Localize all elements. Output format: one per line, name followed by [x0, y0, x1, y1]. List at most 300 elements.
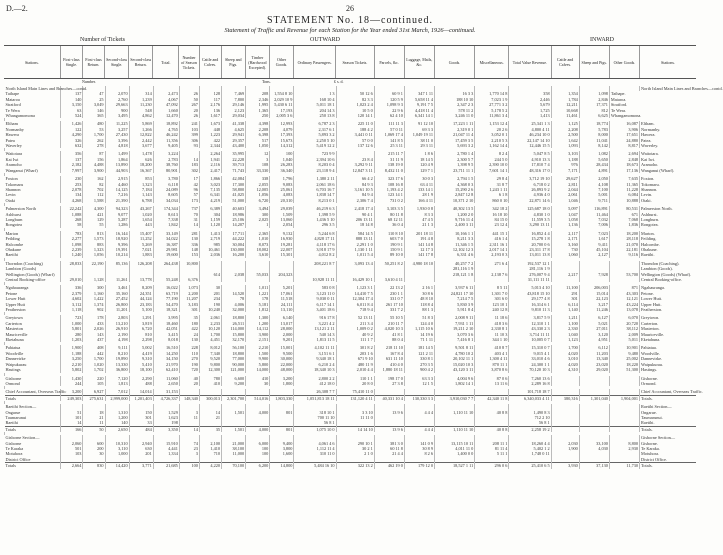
- table-cell: 1,023 2 4: [336, 102, 374, 107]
- table-cell: 30 0 3: [404, 176, 434, 181]
- table-cell: 2,847 12 8: [435, 192, 475, 197]
- table-cell: 9,116: [609, 252, 639, 257]
- station-name-cell: Lambton (Goods): [5, 266, 37, 272]
- table-cell: 6,376: [179, 277, 199, 282]
- table-cell: 80,901: [153, 168, 179, 173]
- table-cell: 16,852 4 4: [509, 231, 551, 236]
- table-cell: 39,713: [222, 162, 246, 167]
- table-cell: 7,006: [579, 222, 609, 227]
- table-cell: 4,300: [83, 206, 105, 211]
- table-cell: 3,217: [579, 302, 609, 307]
- table-cell: 26,308 7 7: [294, 389, 336, 395]
- table-cell: 2,289 16 8: [509, 381, 551, 386]
- table-cell: 12,446 15 5: [509, 143, 551, 148]
- table-cell: 13,110: [270, 307, 294, 312]
- table-cell: 1,802 14 1: [435, 381, 475, 386]
- table-cell: 1,700: [83, 356, 105, 361]
- table-cell: 21 1 3: [404, 222, 434, 227]
- table-cell: 12,300: [199, 367, 221, 372]
- table-cell: 1,211: [551, 315, 579, 320]
- table-cell: 19,391: [105, 247, 129, 252]
- table-cell: 234: [199, 296, 221, 301]
- table-cell: 15,020 10 3: [435, 362, 475, 367]
- table-cell: 1,365: [246, 108, 270, 113]
- table-cell: 174,344: [153, 206, 179, 211]
- table-cell: 1,770 14 8: [475, 91, 509, 96]
- table-cell: 9,201: [270, 337, 294, 342]
- table-cell: 29,039: [270, 206, 294, 211]
- table-cell: 12,847 3 11: [336, 168, 374, 173]
- table-cell: 310 11 0: [294, 451, 336, 456]
- table-cell: 18,220: [609, 362, 639, 367]
- totals-row: [5, 463, 697, 469]
- table-cell: 3,906: [609, 127, 639, 132]
- table-cell: 25,002: [609, 356, 639, 361]
- station-name-cell: Gisborne.: [640, 376, 696, 381]
- table-cell: 6,389: [199, 206, 221, 211]
- table-cell: 134: [61, 192, 83, 197]
- station-name-cell: Patea.: [640, 138, 696, 143]
- table-cell: 16,930: [270, 236, 294, 241]
- table-cell: 167 8 4: [374, 351, 404, 356]
- table-cell: 1,413: [199, 231, 221, 236]
- table-cell: 1,941: [199, 157, 221, 162]
- station-name-cell: Aramoho.: [640, 162, 696, 167]
- table-cell: 20,720: [609, 321, 639, 326]
- table-cell: 5,244 6 8: [294, 231, 336, 236]
- table-cell: 114,000: [222, 326, 246, 331]
- column-header: Cattle and Calves.: [551, 46, 579, 79]
- table-cell: 112: [83, 192, 105, 197]
- table-cell: 26,893 9 2: [509, 187, 551, 192]
- table-cell: 42,084: [222, 176, 246, 181]
- table-cell: 18,800: [222, 315, 246, 320]
- table-cell: 7,068: [609, 217, 639, 222]
- table-cell: 1,058: [551, 217, 579, 222]
- table-cell: 278: [83, 143, 105, 148]
- table-cell: 9,800: [199, 362, 221, 367]
- table-cell: 888 13 11: [336, 236, 374, 241]
- table-cell: 3,183: [179, 302, 199, 307]
- table-cell: 5,181: [246, 302, 270, 307]
- table-cell: 1,143: [129, 192, 153, 197]
- table-cell: 44,124: [129, 296, 153, 301]
- table-cell: 27,430: [105, 132, 129, 137]
- table-cell: 22,181: [609, 247, 639, 252]
- table-cell: 3,396: [105, 138, 129, 143]
- table-cell: 43,818 15 10: [509, 291, 551, 296]
- table-cell: 578 11 2: [435, 108, 475, 113]
- table-cell: 21 4 4: [374, 451, 404, 456]
- table-cell: 9,340 18 1: [294, 356, 336, 361]
- table-cell: 148: [179, 247, 199, 252]
- table-cell: 1,900: [61, 345, 83, 350]
- table-cell: 26,910: [105, 326, 129, 331]
- table-cell: 52 13 11: [336, 315, 374, 320]
- table-cell: 4,020 10 3: [374, 326, 404, 331]
- table-cell: 3,070 3 6: [435, 332, 475, 337]
- table-cell: 6,788: [129, 198, 153, 203]
- table-cell: 631 11 10: [374, 356, 404, 361]
- table-cell: 2,044: [551, 187, 579, 192]
- table-cell: 198: [153, 420, 179, 426]
- table-cell: 178: [246, 296, 270, 301]
- table-cell: 130: [179, 337, 199, 342]
- table-cell: 22,871 14 6: [509, 198, 551, 203]
- table-cell: 4,011 11 0: [435, 446, 475, 451]
- table-cell: 38 11 0: [404, 138, 434, 143]
- table-cell: 1,123: [551, 337, 579, 342]
- table-cell: 8,018: [153, 337, 179, 342]
- table-cell: 6,720: [129, 326, 153, 331]
- table-cell: 18,002: [246, 247, 270, 252]
- table-cell: 2,250 5 10: [294, 138, 336, 143]
- table-cell: 3,200: [270, 376, 294, 381]
- table-cell: 410: [246, 376, 270, 381]
- table-cell: 5,693 3 2: [435, 143, 475, 148]
- table-cell: 2,344: [199, 143, 221, 148]
- table-cell: 10,928 11 11: [294, 277, 336, 282]
- table-cell: 3,870 8 6: [475, 367, 509, 372]
- table-cell: 6,117 14 1: [294, 302, 336, 307]
- table-cell: 2,116: [199, 162, 221, 167]
- table-cell: 25 3 11: [374, 143, 404, 148]
- table-cell: 11,346 1 5: [435, 242, 475, 247]
- table-cell: 208: [246, 91, 270, 96]
- table-cell: 2,210: [246, 345, 270, 350]
- table-cell: 38,112: [609, 326, 639, 331]
- table-cell: 2,060: [61, 441, 83, 446]
- table-cell: 24,111: [270, 302, 294, 307]
- table-cell: 16,367: [129, 168, 153, 173]
- table-cell: 1,073: [179, 285, 199, 290]
- station-name-cell: Motuhora.: [640, 451, 696, 456]
- table-cell: 2,193 0 3: [475, 252, 509, 257]
- table-cell: 1,700: [551, 345, 579, 350]
- table-cell: 291: [551, 291, 579, 296]
- table-cell: 206 13 11: [336, 217, 374, 222]
- table-cell: 81 11 4: [475, 446, 509, 451]
- table-cell: 15,800: [222, 332, 246, 337]
- table-cell: 204,323: [270, 272, 294, 277]
- table-cell: 2,176: [199, 102, 221, 107]
- table-cell: 11 10 3: [475, 332, 509, 337]
- table-cell: 18,340 10 3: [294, 367, 336, 372]
- table-cell: 51,300: [609, 367, 639, 372]
- table-cell: 101,718 18 7: [509, 389, 551, 395]
- table-cell: 14,410 7 5: [336, 291, 374, 296]
- table-cell: 6,118: [153, 182, 179, 187]
- station-name-cell: Normanby: [5, 126, 24, 132]
- column-header: First-class Single.: [60, 46, 82, 79]
- table-cell: 9,077: [105, 212, 129, 217]
- table-cell: 4,726,337: [153, 395, 179, 401]
- table-cell: 9,405: [153, 143, 179, 148]
- table-cell: 10,240: [199, 307, 221, 312]
- table-cell: 24,300 1 1: [509, 362, 551, 367]
- table-cell: 480 11 9: [336, 362, 374, 367]
- table-cell: 11,201: [105, 307, 129, 312]
- table-cell: 2,036: [199, 252, 221, 257]
- table-cell: 218 11 10: [374, 345, 404, 350]
- table-cell: 110 1 1: [336, 376, 374, 381]
- table-cell: 84 9 4: [336, 192, 374, 197]
- table-cell: 408: [83, 345, 105, 350]
- table-cell: 2,940: [129, 441, 153, 446]
- table-cell: 8 5 11: [475, 285, 509, 290]
- station-name-cell: Ohakune.: [640, 247, 696, 252]
- table-cell: 3,817 5 9: [509, 315, 551, 320]
- table-cell: 14: [61, 420, 83, 426]
- table-cell: 2,306 7 4: [336, 198, 374, 203]
- station-name-cell: Featherston.: [640, 307, 696, 312]
- table-cell: 13,330: [105, 362, 129, 367]
- table-cell: 16,387: [153, 242, 179, 247]
- table-cell: 381 3 0: [374, 441, 404, 446]
- table-cell: 3,610: [246, 252, 270, 257]
- station-name-cell: Raetihi.: [640, 252, 696, 257]
- table-cell: 1,200: [246, 321, 270, 326]
- table-cell: 626: [129, 157, 153, 162]
- table-cell: 25: [83, 97, 105, 102]
- table-cell: 9,200: [222, 381, 246, 386]
- station-name-cell: Pahiatua.: [640, 345, 696, 350]
- table-cell: 1,203: [61, 337, 83, 342]
- table-cell: 480: [83, 121, 105, 126]
- station-name-cell: Halcombe: [5, 241, 24, 247]
- table-cell: 3,110: [105, 446, 129, 451]
- table-cell: 2,500: [551, 132, 579, 137]
- table-cell: 2,138 7 6: [475, 272, 509, 277]
- table-cell: 27,771 3 2: [475, 102, 509, 107]
- table-cell: 7,214 7 5: [435, 296, 475, 301]
- table-cell: 27,011: [579, 326, 609, 331]
- table-cell: 3,401 18 6: [294, 307, 336, 312]
- table-cell: 10,888: [609, 198, 639, 203]
- table-cell: 14,014: [129, 389, 153, 395]
- table-cell: 183: [179, 162, 199, 167]
- station-name-cell: Ashhurst.: [640, 212, 696, 217]
- column-header: Timber (Hardwood Excepted).: [245, 46, 269, 79]
- table-cell: 6,787 2 3: [294, 121, 336, 126]
- station-name-cell: Totals.: [640, 426, 696, 432]
- table-cell: 46,219 6 3: [294, 206, 336, 211]
- station-name-cell: Hastings.: [640, 367, 696, 372]
- table-cell: 422: [179, 326, 199, 331]
- table-cell: 200: [83, 446, 105, 451]
- table-cell: 1,866: [199, 176, 221, 181]
- table-cell: 14,112: [246, 326, 270, 331]
- table-cell: 10,371 2 10: [435, 198, 475, 203]
- table-cell: 17,810 7 4: [509, 162, 551, 167]
- table-cell: 6,200: [246, 463, 270, 469]
- station-name-cell: Eketahuna.: [640, 337, 696, 342]
- station-name-cell: Kai Iwi.: [640, 157, 696, 162]
- table-cell: 603 7 0: [374, 236, 404, 241]
- station-name-cell: Rongotea.: [640, 222, 696, 227]
- table-cell: 5,021: [579, 321, 609, 326]
- table-cell: 2,846: [579, 97, 609, 102]
- station-name-cell: Ongarue.: [640, 410, 696, 415]
- station-name-cell: District Office.: [640, 457, 696, 463]
- table-cell: 4,030: [579, 446, 609, 451]
- table-cell: 5,100: [129, 307, 153, 312]
- station-name-cell: Levin.: [640, 192, 696, 197]
- table-cell: 262: [83, 138, 105, 143]
- table-cell: 1,334: [153, 451, 179, 456]
- station-name-cell: Tokomaru: [5, 181, 24, 187]
- station-name-cell: Longburn.: [640, 217, 696, 222]
- table-cell: 13,890: [105, 162, 129, 167]
- table-cell: 1,188: [551, 157, 579, 162]
- table-cell: 830: [83, 463, 105, 469]
- table-cell: 55: [83, 222, 105, 227]
- table-cell: 6,331 4 6: [435, 252, 475, 257]
- table-cell: 2,117: [551, 231, 579, 236]
- column-header: Luggage, Mails, &c.: [404, 46, 434, 79]
- table-cell: 45,104: [579, 247, 609, 252]
- table-cell: 75,410 11 0: [336, 389, 374, 395]
- table-cell: 9,520: [199, 356, 221, 361]
- table-cell: 3,123 11 0: [294, 291, 336, 296]
- table-cell: Mataroa.: [609, 97, 639, 102]
- table-cell: 2,210 5 3: [475, 138, 509, 143]
- table-cell: 4,818: [105, 143, 129, 148]
- table-cell: 731 0 2: [374, 198, 404, 203]
- table-cell: 18,100: [129, 367, 153, 372]
- table-cell: 3,415: [153, 332, 179, 337]
- table-cell: 2,070: [105, 91, 129, 96]
- table-cell: 12,304 17 4: [336, 296, 374, 301]
- table-cell: 116,891: [579, 206, 609, 211]
- table-cell: 3,052 0 1: [475, 132, 509, 137]
- table-cell: 1,995: [246, 102, 270, 107]
- table-cell: 27,452: [105, 296, 129, 301]
- table-cell: 7,120: [105, 376, 129, 381]
- station-name-cell: Foxton.: [640, 176, 696, 181]
- station-name-cell: Central Booking-office.: [640, 277, 696, 282]
- table-cell: 31,153: [153, 389, 179, 395]
- station-name-cell: Marton: [5, 230, 19, 236]
- table-cell: 71,743: [222, 168, 246, 173]
- station-name-cell: Carterton.: [640, 321, 696, 326]
- table-cell: 16,314 6 1: [509, 302, 551, 307]
- table-cell: 4,910 13 3: [509, 157, 551, 162]
- table-cell: 11,225: [105, 121, 129, 126]
- table-cell: 96: [179, 187, 199, 192]
- table-cell: 3,714 11 11: [509, 332, 551, 337]
- table-cell: 3,918 17 9: [294, 247, 336, 252]
- table-cell: 33,100: [579, 441, 609, 446]
- table-cell: 44,222: [222, 236, 246, 241]
- table-cell: 261 17 10: [374, 302, 404, 307]
- table-cell: 3,350: [153, 426, 179, 432]
- table-cell: 15,310 0 7: [509, 345, 551, 350]
- table-cell: 2,848: [609, 157, 639, 162]
- table-cell: 1,153 12 4: [475, 121, 509, 126]
- table-cell: 244: [61, 381, 83, 386]
- station-name-cell: Whangamomona: [5, 113, 35, 119]
- table-cell: 5,679: [509, 102, 551, 107]
- table-cell: 433: [83, 321, 105, 326]
- table-cell: 150 9 1: [374, 247, 404, 252]
- table-cell: 3: [179, 451, 199, 456]
- table-cell: 1,020: [129, 212, 153, 217]
- table-cell: 54,470: [153, 302, 179, 307]
- table-cell: 2,182: [61, 162, 83, 167]
- table-cell: 4,006: [222, 302, 246, 307]
- table-cell: 3,120: [579, 332, 609, 337]
- table-cell: 14 19 6: [404, 332, 434, 337]
- table-cell: 91 12 10: [404, 121, 434, 126]
- page-header: [0, 2, 700, 16]
- station-name-cell: Palmerston North: [5, 206, 36, 212]
- table-cell: 50 12 6: [336, 91, 374, 96]
- table-cell: 77,000: [222, 356, 246, 361]
- table-cell: 9,810 11 3: [509, 307, 551, 312]
- table-cell: 443: [129, 222, 153, 227]
- table-cell: 322 13 2: [336, 463, 374, 469]
- table-cell: 916 17 8: [294, 315, 336, 320]
- table-cell: 18: [83, 410, 105, 415]
- table-cell: 871: [609, 285, 639, 290]
- table-cell: 2,390 10 0: [475, 162, 509, 167]
- table-cell: 302: [179, 168, 199, 173]
- table-cell: 190 9 1: [374, 242, 404, 247]
- table-cell: 2,783: [153, 157, 179, 162]
- station-name-cell: Rongotea: [5, 222, 22, 228]
- table-cell: 11,365: [609, 182, 639, 187]
- table-cell: 2,760: [105, 97, 129, 102]
- table-cell: 9,030 0 11: [294, 296, 336, 301]
- table-cell: 5,013 4 10: [509, 285, 551, 290]
- table-cell: 19,600: [153, 252, 179, 257]
- table-cell: 4,460: [105, 182, 129, 187]
- table-cell: 1,500: [246, 351, 270, 356]
- table-cell: 2 16 1: [404, 285, 434, 290]
- table-cell: 296 3 5: [294, 222, 336, 227]
- table-cell: 13,340: [579, 356, 609, 361]
- table-cell: 1,223: [199, 132, 221, 137]
- station-name-cell: Shannon: [5, 186, 21, 192]
- column-header: Goods.: [434, 46, 474, 79]
- table-cell: 40,603: [222, 206, 246, 211]
- table-cell: 4,488: [83, 162, 105, 167]
- table-cell: 3,250: [61, 356, 83, 361]
- table-cell: 8,012: [199, 345, 221, 350]
- table-cell: 181 14 5: [404, 345, 434, 350]
- table-cell: 2,005 3 6: [270, 113, 294, 118]
- table-cell: 410 8 7: [475, 345, 509, 350]
- table-cell: 4,891: [579, 168, 609, 173]
- table-cell: 2,217: [551, 272, 579, 277]
- station-name-cell: Normanby.: [640, 127, 696, 132]
- station-name-cell: Aramoho: [5, 162, 22, 168]
- table-cell: 11,246: [579, 307, 609, 312]
- station-name-cell: Mauriceville: [5, 331, 28, 337]
- table-cell: 31,111 11 11: [509, 277, 551, 282]
- station-name-cell: Lower Hutt: [5, 296, 26, 302]
- table-cell: 4,765: [153, 127, 179, 132]
- table-cell: 4,602: [61, 296, 83, 301]
- table-cell: 1,050: [246, 143, 270, 148]
- table-cell: 2,038: [222, 272, 246, 277]
- table-cell: 18,527 1 11: [435, 463, 475, 469]
- table-cell: 524: [61, 113, 83, 118]
- table-cell: 11,060: [153, 376, 179, 381]
- table-cell: 5,011 18 1: [294, 102, 336, 107]
- station-name-cell: Ngahauranga.: [640, 285, 696, 290]
